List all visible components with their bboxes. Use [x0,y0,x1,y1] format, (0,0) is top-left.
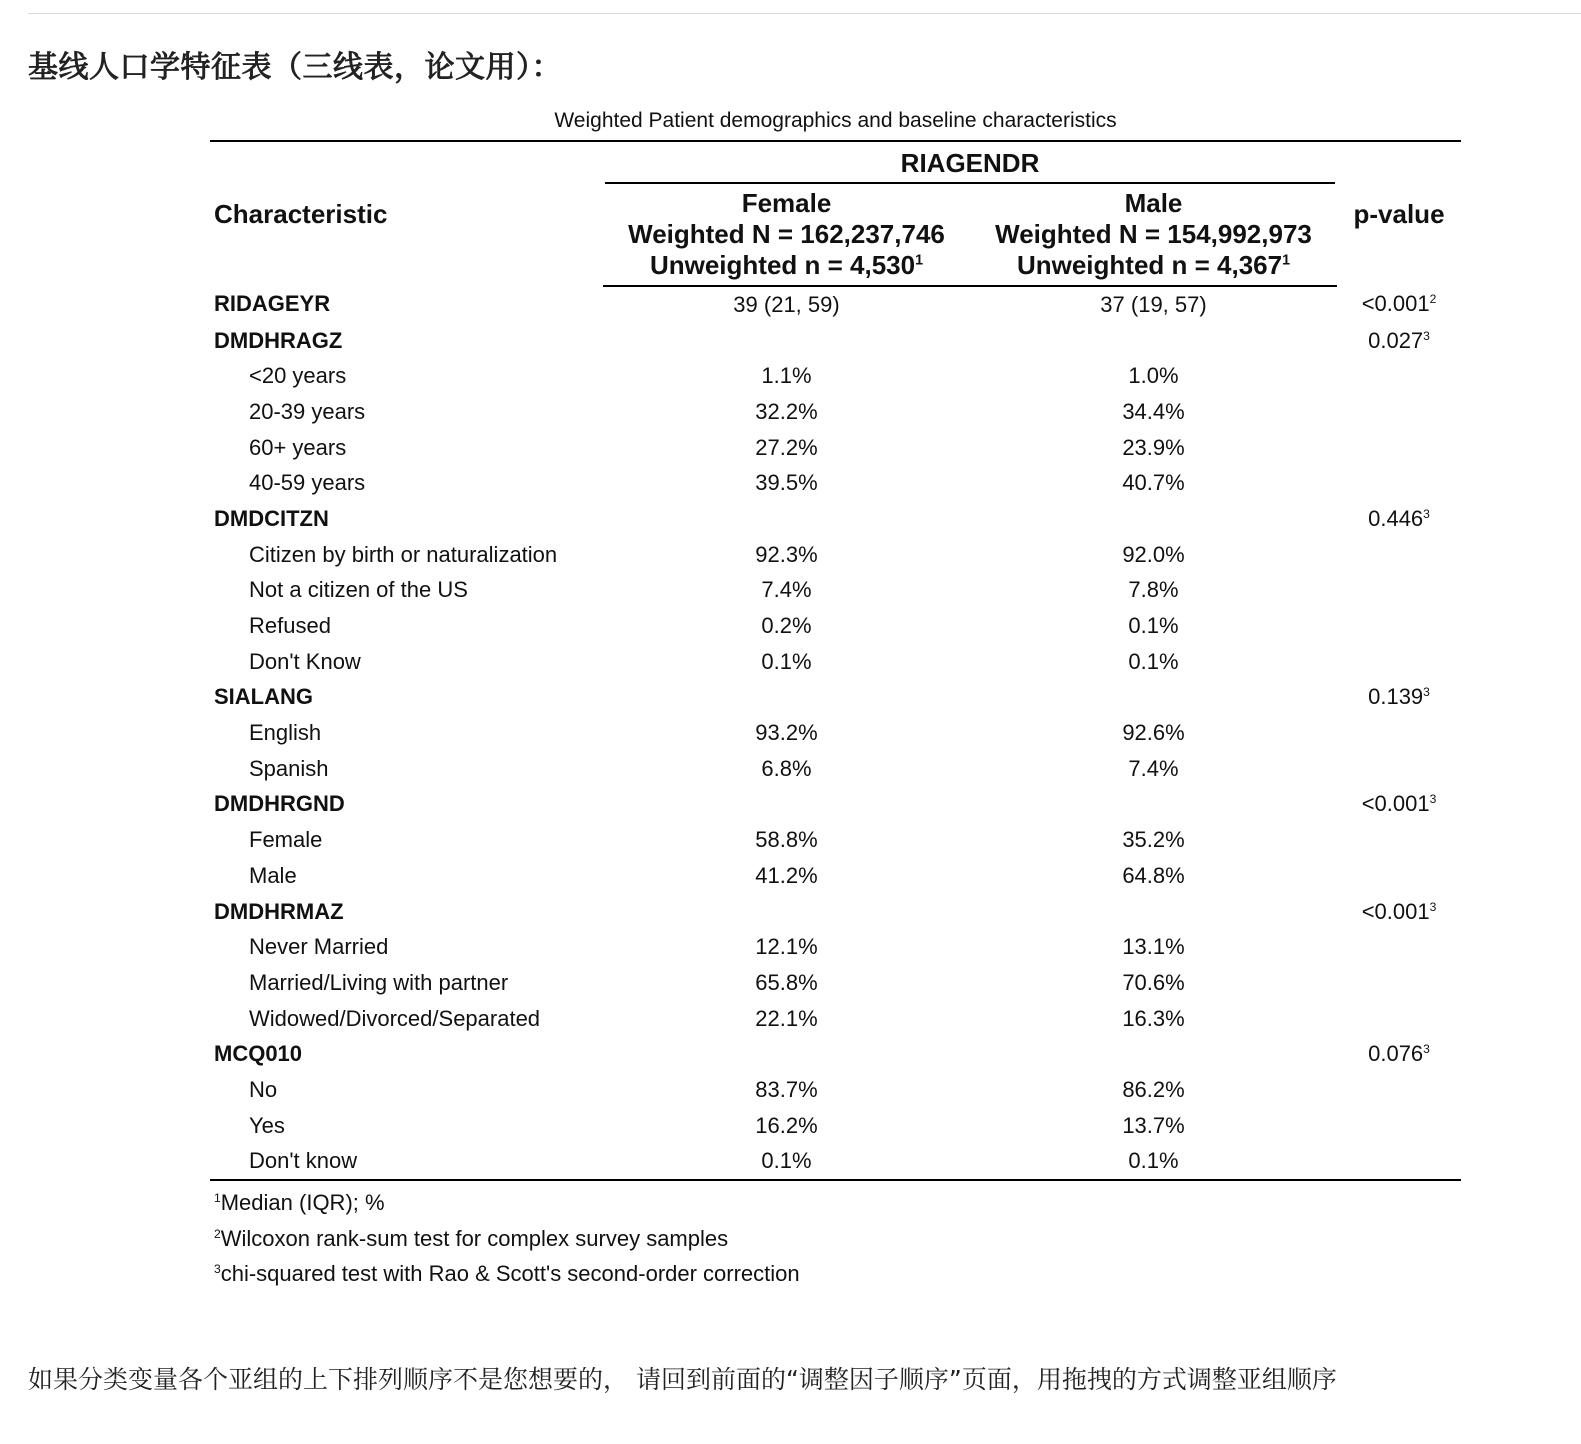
p-value: $<0.001^3$ [1361,898,1437,924]
footnote-mark: 3 [1423,1042,1430,1057]
footnote-mark: 1 [1282,252,1291,269]
p-value [1337,394,1461,430]
male-value: 0.1% [1128,613,1179,639]
spanning-header [603,141,1337,184]
p-value [1337,1144,1461,1181]
row-label: Refused [249,613,331,639]
level-row [210,1072,1461,1108]
row-label: 40-59 years [249,470,366,496]
p-value [1337,465,1461,501]
level-row [210,608,1461,644]
level-row [210,1144,1461,1181]
female-value: 58.8% [755,827,818,853]
female-value [603,787,970,823]
level-row [210,715,1461,751]
male-value: 40.7% [1122,470,1185,496]
female-value: 92.3% [755,541,818,567]
male-value: 16.3% [1122,1005,1185,1031]
male-value [970,1036,1337,1072]
row-label: Not a citizen of the US [249,577,468,603]
footnote [214,1221,1461,1257]
row-label: DMDCITZN [214,505,329,531]
group-name: Female [741,188,832,218]
p-value [1337,929,1461,965]
level-row [210,394,1461,430]
male-value: 92.6% [1122,720,1185,746]
male-value: 7.4% [1128,755,1179,781]
row-label: Citizen by birth or naturalization [249,541,558,567]
female-value: 39.5% [755,470,818,496]
male-value: 0.1% [1128,648,1179,674]
male-value [970,787,1337,823]
variable-row [210,894,1461,930]
female-value: 6.8% [761,755,812,781]
level-row [210,537,1461,573]
variable-row [210,787,1461,823]
female-value: 93.2% [755,720,818,746]
group-unweighted-n: Unweighted $n = 4,367^1$ [1016,250,1291,280]
female-value: 0.1% [603,1144,970,1181]
variable-row [210,286,1461,323]
footnote-mark: 3 [1423,685,1430,700]
level-row [210,1001,1461,1037]
male-value: 35.2% [1122,827,1185,853]
male-value [970,501,1337,537]
male-value: 92.0% [1122,541,1185,567]
male-value: 37 (19, 57) [1100,291,1207,317]
female-value: 65.8% [755,969,818,995]
p-value [1337,822,1461,858]
p-value [1337,537,1461,573]
p-value: 0.139$^3$ [1368,684,1430,710]
row-label: Don't Know [249,648,361,674]
p-value [1337,965,1461,1001]
row-label: Yes [249,1112,285,1138]
row-label: 60+ years [249,434,347,460]
male-value: 64.8% [1122,862,1185,888]
male-value: 0.1% [970,1144,1337,1181]
variable-row [210,501,1461,537]
female-value [603,501,970,537]
male-value: 86.2% [1122,1076,1185,1102]
male-value [970,323,1337,359]
group-weighted-n: Weighted N = 154,992,973 [995,219,1312,249]
row-label: MCQ010 [214,1041,303,1067]
footnote-text: Median (IQR); % [220,1190,385,1216]
footnote-mark: 3 [1423,328,1430,343]
p-value: $<0.001^2$ [1361,291,1437,317]
male-value [970,680,1337,716]
level-row [210,430,1461,466]
female-value: 41.2% [755,862,818,888]
row-label: Spanish [249,755,329,781]
footnote [214,1185,1461,1221]
row-label: Don't know [210,1144,603,1181]
demographics-table-container [210,106,1461,1292]
p-value [1337,573,1461,609]
male-value: 1.0% [1128,363,1179,389]
level-row [210,965,1461,1001]
group-name: Male [1124,188,1183,218]
footnote-mark: 1 [915,252,924,269]
level-row [210,644,1461,680]
level-row [210,751,1461,787]
p-value [1337,715,1461,751]
p-value [1337,608,1461,644]
row-label: Married/Living with partner [249,969,509,995]
footnote-mark: 2 [214,1226,221,1241]
female-value [603,894,970,930]
female-value: 27.2% [755,434,818,460]
p-value [1337,751,1461,787]
footnote-mark: 3 [214,1262,221,1277]
level-row [210,573,1461,609]
female-value: 0.1% [761,648,812,674]
level-row [210,858,1461,894]
female-value: 32.2% [755,398,818,424]
group-unweighted-n: Unweighted $n = 4,530^1$ [649,250,924,280]
female-value [603,680,970,716]
variable-row [210,323,1461,359]
female-value: 1.1% [761,363,812,389]
row-label: <20 years [249,363,347,389]
male-value: 13.7% [1122,1112,1185,1138]
pvalue-header: p-value [1337,141,1461,286]
row-label: DMDHRAGZ [214,327,343,353]
footnote-mark: 3 [1429,792,1437,807]
p-value: 0.027$^3$ [1368,327,1430,353]
male-value: 34.4% [1122,398,1185,424]
male-value: 70.6% [1122,969,1185,995]
group-header-male [970,184,1337,286]
female-value: 7.4% [761,577,812,603]
female-value: 39 (21, 59) [733,291,840,317]
row-label: Never Married [249,934,389,960]
p-value [1337,1072,1461,1108]
row-label: No [249,1076,278,1102]
spanning-header-label: RIAGENDR [605,142,1335,184]
p-value [1337,1001,1461,1037]
female-value [603,1036,970,1072]
row-label: DMDHRGND [214,791,345,817]
table-footnotes [210,1185,1461,1292]
group-header-female [603,184,970,286]
row-label: Widowed/Divorced/Separated [249,1005,541,1031]
footnote-mark: 3 [1423,507,1430,522]
male-value: 7.8% [1128,577,1179,603]
demographics-table [210,140,1461,1181]
variable-row [210,680,1461,716]
table-body [210,286,1461,1180]
table-caption [210,106,1461,140]
male-value: 13.1% [1122,934,1185,960]
row-label: Male [249,862,297,888]
p-value: 0.076$^3$ [1368,1041,1430,1067]
footnote [214,1256,1461,1292]
row-label: Female [249,827,323,853]
p-value [1337,644,1461,680]
female-value: 16.2% [755,1112,818,1138]
table-caption-text: Weighted Patient demographics and baseline characteristics [554,109,1117,132]
header-row-spanning [210,141,1461,184]
p-value [1337,358,1461,394]
row-label: 20-39 years [249,398,366,424]
level-row [210,465,1461,501]
footnote-text: chi-squared test with Rao & Scott's second-order correction [220,1261,800,1287]
p-value [1337,1108,1461,1144]
female-value [603,323,970,359]
footnote-mark: 3 [1429,899,1437,914]
p-value: $<0.001^3$ [1361,791,1437,817]
male-value [970,894,1337,930]
female-value: 12.1% [755,934,818,960]
level-row [210,1108,1461,1144]
level-row [210,929,1461,965]
row-label: RIDAGEYR [214,291,331,317]
female-value: 83.7% [755,1076,818,1102]
variable-row [210,1036,1461,1072]
row-label: DMDHRMAZ [214,898,344,924]
row-label: SIALANG [214,684,313,710]
characteristic-header: Characteristic [210,141,603,286]
group-weighted-n: Weighted N = 162,237,746 [628,219,945,249]
level-row [210,358,1461,394]
footnote-text: Wilcoxon rank-sum test for complex survey samples [220,1225,729,1251]
row-label: English [249,720,322,746]
female-value: 0.2% [761,613,812,639]
p-value: 0.446$^3$ [1368,505,1430,531]
level-row [210,822,1461,858]
footnote-mark: 1 [214,1191,221,1206]
p-value [1337,858,1461,894]
section-heading: 基线人口学特征表（三线表，论文用）： [28,50,562,85]
female-value: 22.1% [755,1005,818,1031]
top-divider [28,13,1581,14]
reorder-hint-text: 如果分类变量各个亚组的上下排列顺序不是您想要的， 请回到前面的“调整因子顺序”页面，用拖拽的方式调整亚组顺序 [28,1365,1337,1394]
male-value: 23.9% [1122,434,1185,460]
p-value [1337,430,1461,466]
footnote-mark: 2 [1429,292,1437,307]
